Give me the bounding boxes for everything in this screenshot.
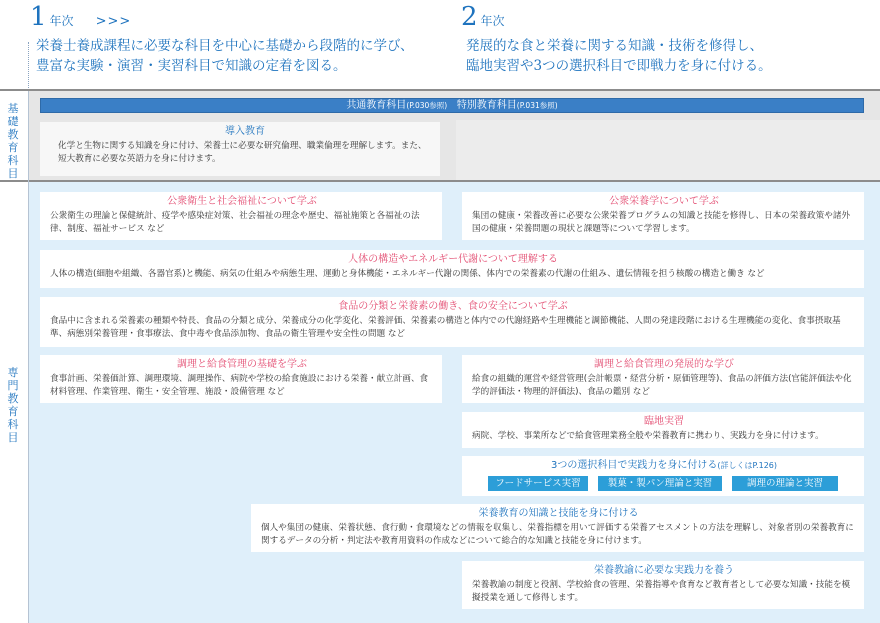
specialized-subjects-label: 専門教育科目 (7, 366, 19, 444)
public-nutrition-card (462, 192, 864, 240)
year1-label: 年次 (49, 14, 74, 28)
electives-title: 3つの選択科目で実践力を身に付ける (550, 460, 718, 471)
public-nutrition-text: 集団の健康・栄養改善に必要な公衆栄養プログラムの知識と技能を修得し、日本の栄養政策や諸外国の健康・栄養問題の現状と課題等について学習します。 (472, 211, 851, 234)
clinical-practice-title: 臨地実習 (644, 416, 684, 427)
basic-band-year2-area (456, 120, 880, 180)
electives-title-row (472, 459, 856, 473)
electives-note: (詳しくはP.126) (717, 461, 777, 470)
food-classification-title: 食品の分類と栄養素の働き、食の安全について学ぶ (338, 301, 568, 312)
nutrition-teacher-card (462, 561, 864, 609)
year2-description: 発展的な食と栄養に関する知識・技術を修得し、 臨地実習や3つの選択科目で即戦力を身に付ける。 (466, 38, 772, 74)
intro-education-title: 導入教育 (225, 126, 265, 137)
year2-header (461, 2, 505, 32)
body-structure-text: 人体の構造(細胞や組織、各器官系)と機能、病気の仕組みや病態生理、運動と身体機能・エネルギー代謝の関係、体内での栄養素の代謝の仕組み、遺伝情報を担う核酸の構造と働き など (50, 269, 765, 279)
nutrition-teacher-text: 栄養教諭の制度と役割、学校給食の管理、栄養指導や食育など教育者として必要な知識・技能を模擬授業を通して修得します。 (472, 580, 851, 603)
nutrition-education-text: 個人や集団の健康、栄養状態、食行動・食環境などの情報を収集し、栄養指標を用いて評価する栄養アセスメントの方法を理解し、対象者別の栄養教育に関するデータの分析・判定法や教育用資料の作成などについて総合的な知識と技能を身に付けます。 (261, 523, 854, 546)
body-structure-card (40, 250, 864, 288)
basic-subjects-label: 基礎教育科目 (7, 102, 19, 180)
nutrition-education-title: 栄養教育の知識と技能を身に付ける (478, 508, 639, 519)
year1-arrows: >>> (95, 14, 132, 29)
common-subjects-ref: (P.030参照) (406, 101, 448, 110)
clinical-practice-card (462, 412, 864, 448)
nutrition-teacher-title: 栄養教諭に必要な実践力を養う (594, 565, 734, 576)
header-divider (28, 42, 29, 88)
cooking-advanced-card (462, 355, 864, 403)
public-health-card (40, 192, 442, 240)
sidebar-divider (28, 91, 29, 623)
year1-description: 栄養士養成課程に必要な科目を中心に基礎から段階的に学び、 豊富な実験・演習・実習科目で知識の定着を図る。 (36, 38, 414, 74)
year2-number: 2 (461, 2, 478, 32)
food-classification-text: 食品中に含まれる栄養素の種類や特長、食品の分類と成分、栄養成分の化学変化、栄養評価、栄養素の構造と体内での代謝経路や生理機能と調節機能、人間の発達段階における生理機能の変化、食事摂取基準、病態別栄養管理・食事療法、食中毒や食品添加物、食品の衛生管理や安全性の問題 など (50, 316, 841, 339)
food-classification-card (40, 297, 864, 347)
cooking-basic-title: 調理と給食管理の基礎を学ぶ (177, 359, 307, 370)
cooking-basic-card (40, 355, 442, 403)
special-subjects-ref: (P.031参照) (516, 101, 558, 110)
public-nutrition-title: 公衆栄養学について学ぶ (609, 196, 719, 207)
elective-chip: 調理の理論と実習 (732, 476, 838, 491)
public-health-title: 公衆衛生と社会福祉について学ぶ (167, 196, 317, 207)
public-health-text: 公衆衛生の理論と保健統計、疫学や感染症対策、社会福祉の理念や歴史、福祉施策と各福祉の法律、制度、福祉サービス など (50, 211, 420, 234)
special-subjects-label: 特別教育科目 (456, 100, 517, 111)
clinical-practice-text: 病院、学校、事業所などで給食管理業務全般や栄養教育に携わり、実践力を身に付けます。 (472, 431, 824, 441)
cooking-advanced-title: 調理と給食管理の発展的な学び (594, 359, 734, 370)
year1-header (30, 2, 131, 32)
basic-subjects-bar (40, 98, 864, 113)
cooking-basic-text: 食事計画、栄養価計算、調理環境、調理操作、病院や学校の給食施設における栄養・献立計画、食材料管理、作業管理、衛生・安全管理、施設・設備管理 など (50, 374, 429, 397)
cooking-advanced-text: 給食の組織的運営や経営管理(会計帳票・経営分析・原価管理等)、食品の評価方法(官能評価法や化学的評価法・物理的評価法)、食品の鑑別 など (472, 374, 852, 397)
common-subjects-label: 共通教育科目 (346, 100, 407, 111)
year2-label: 年次 (480, 14, 505, 28)
nutrition-education-card (251, 504, 864, 552)
elective-chip: フードサービス実習 (488, 476, 588, 491)
intro-education-text: 化学と生物に関する知識を身に付け、栄養士に必要な研究倫理、職業倫理を理解します。また、短大教育に必要な英語力を身に付けます。 (58, 141, 427, 164)
elective-chip: 製菓・製パン理論と実習 (598, 476, 722, 491)
year1-number: 1 (30, 2, 47, 32)
body-structure-title: 人体の構造やエネルギー代謝について理解する (348, 254, 558, 265)
intro-education-card (40, 122, 440, 176)
